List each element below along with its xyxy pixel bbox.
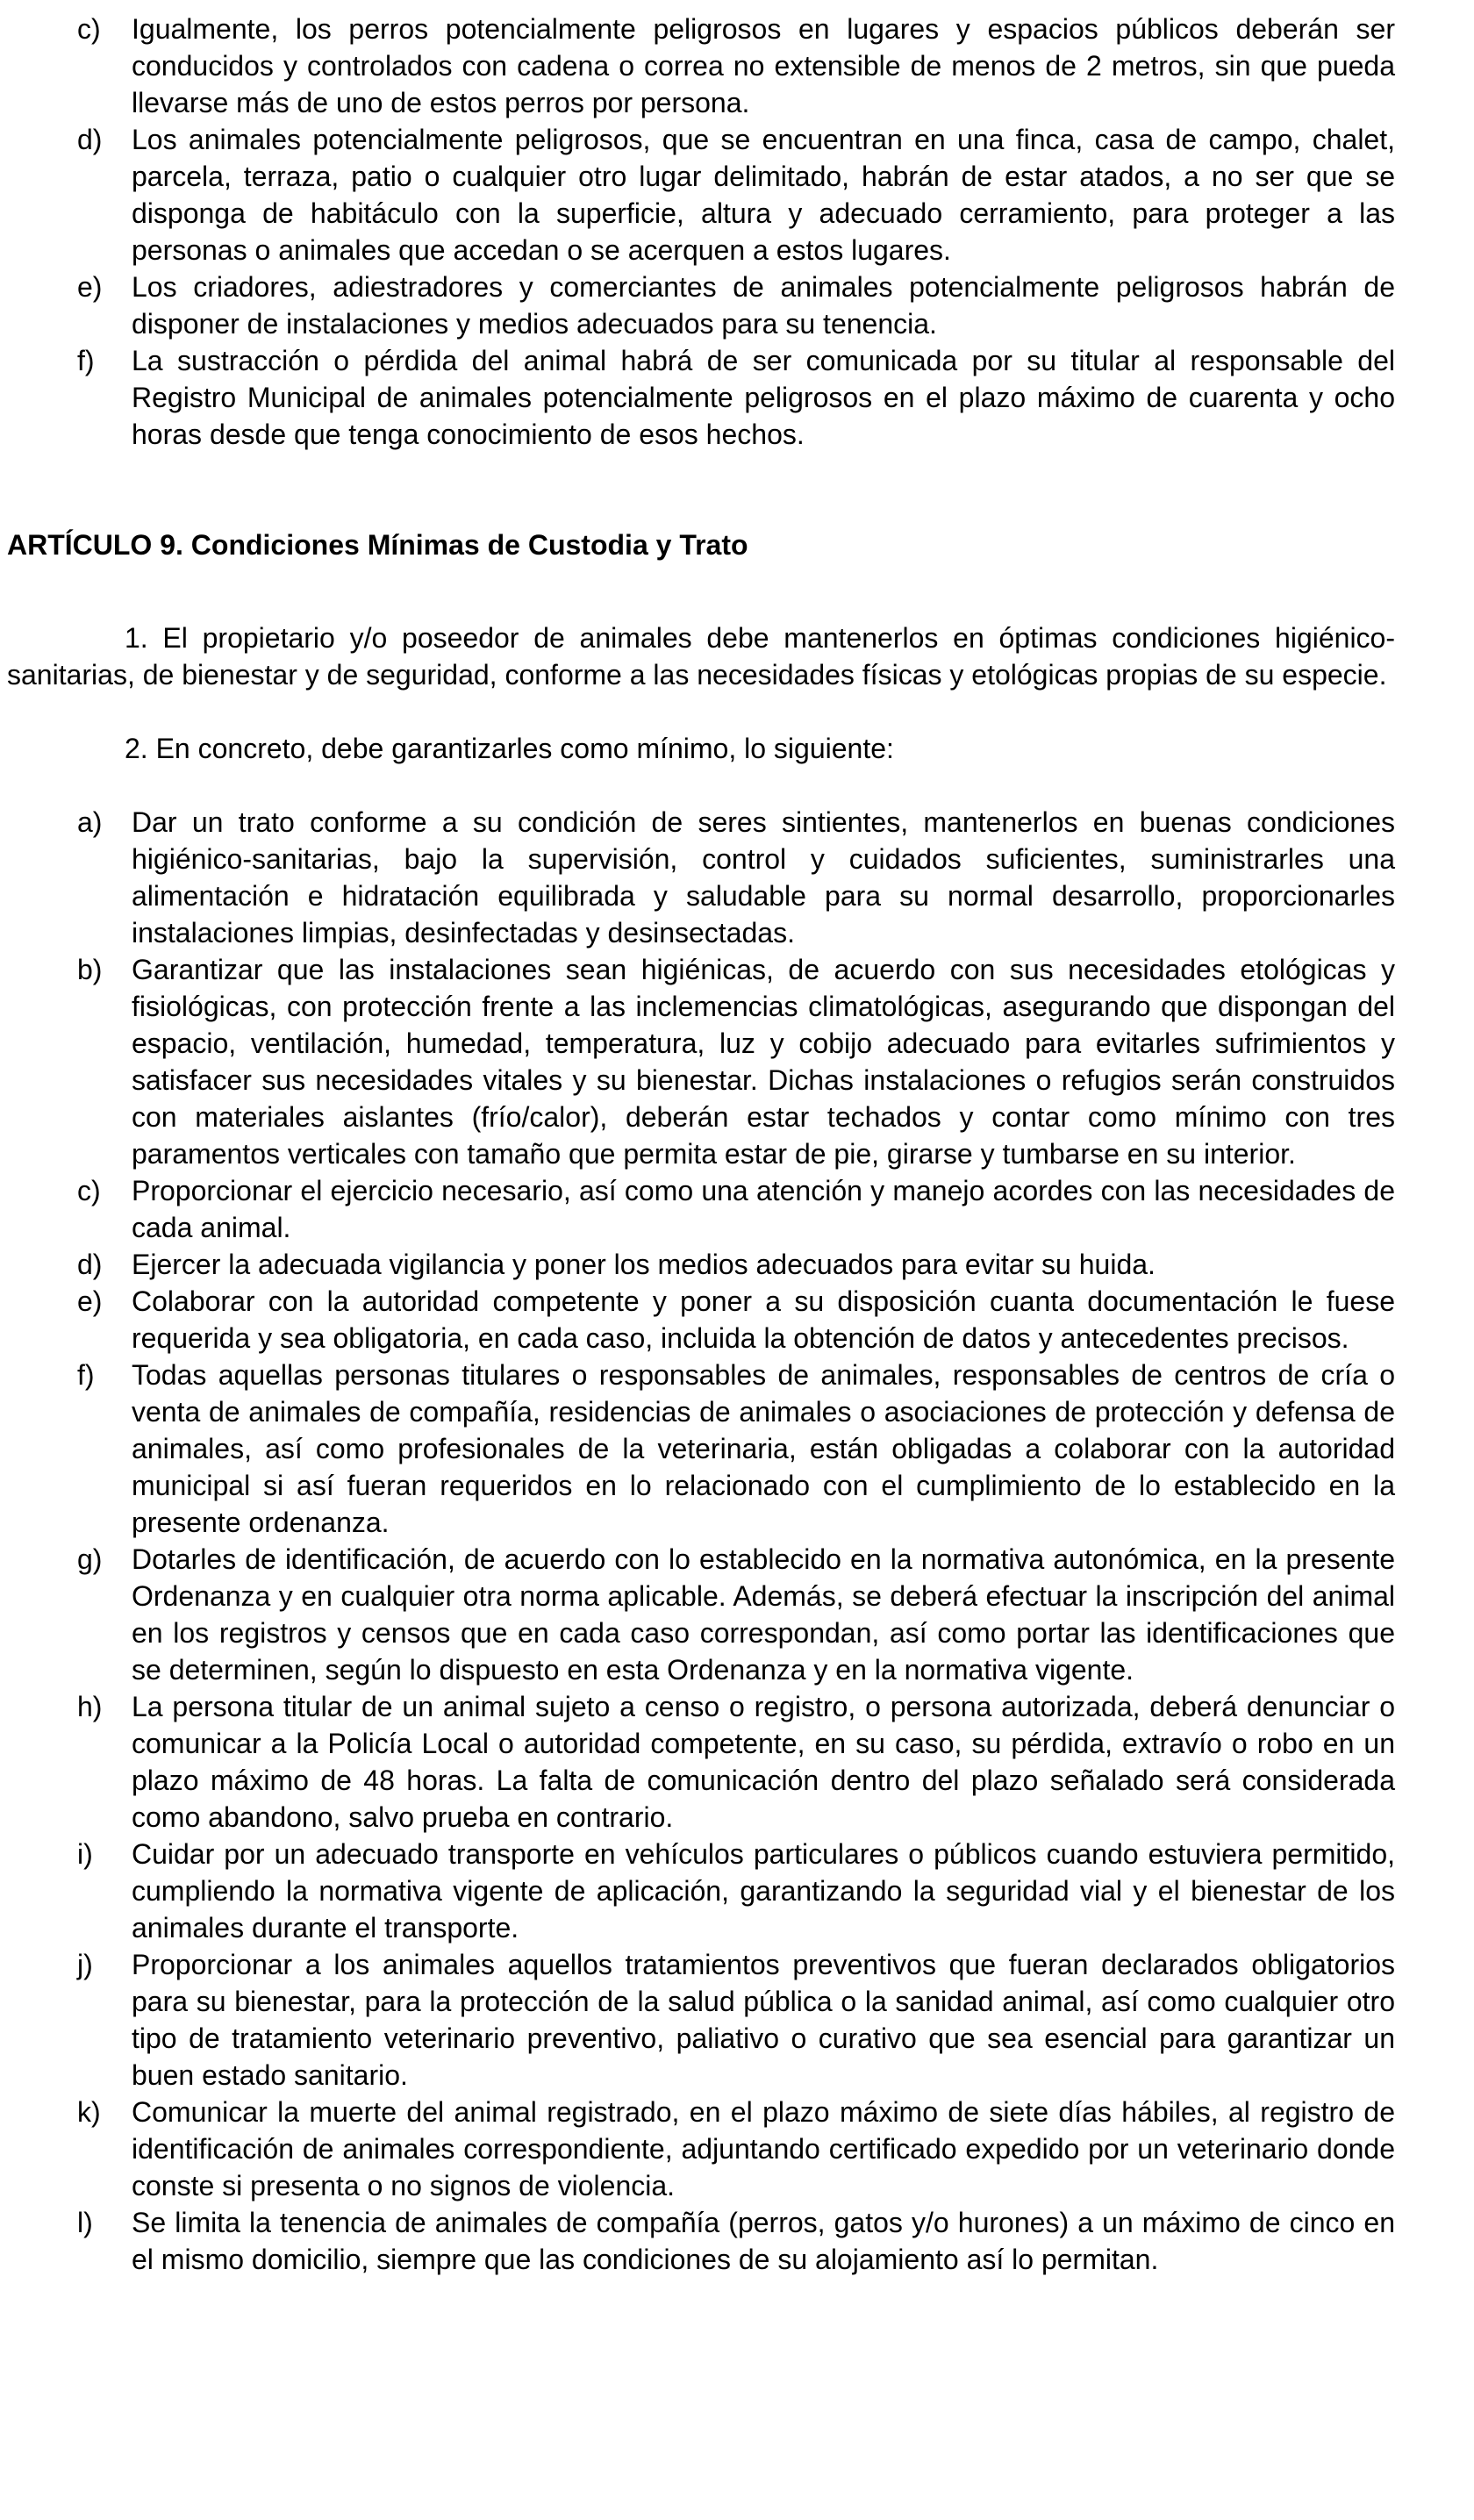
list-item-text: Proporcionar a los animales aquellos tratamientos preventivos que fueran declarados obligatorios para su bienestar, para la protección de la salud pública o la sanidad animal, así como cualquier otro tipo de tratamiento veterinario preventivo, paliativo o curativo que sea esencial para garantizar un buen estado sanitario. — [132, 1949, 1395, 2091]
list-item-text: Proporcionar el ejercicio necesario, así como una atención y manejo acordes con las necesidades de cada animal. — [132, 1175, 1395, 1243]
list-item-letter: a) — [77, 806, 103, 838]
list-item — [7, 342, 1395, 453]
list-item — [7, 1172, 1395, 1246]
upper-lettered-list — [7, 11, 1395, 453]
list-item — [7, 1246, 1395, 1283]
list-item-text: Se limita la tenencia de animales de compañía (perros, gatos y/o hurones) a un máximo de cinco en el mismo domicilio, siempre que las condiciones de su alojamiento así lo permitan. — [132, 2207, 1395, 2275]
list-item-letter: l) — [77, 2207, 93, 2238]
list-item-letter: f) — [77, 345, 95, 376]
list-item — [7, 2204, 1395, 2278]
list-item-text: Los criadores, adiestradores y comerciantes de animales potencialmente peligrosos habrán de disponer de instalaciones y medios adecuados para su tenencia. — [132, 271, 1395, 340]
article-9-lettered-list — [7, 804, 1395, 2278]
list-item-letter: k) — [77, 2096, 101, 2128]
list-item — [7, 268, 1395, 342]
list-item-letter: g) — [77, 1543, 103, 1575]
list-item — [7, 1946, 1395, 2094]
list-item-letter: d) — [77, 1249, 103, 1280]
list-item — [7, 804, 1395, 951]
article-9-heading: ARTÍCULO 9. Condiciones Mínimas de Custodia y Trato — [7, 529, 748, 561]
list-item-letter: j) — [77, 1949, 93, 1980]
list-item-text: Dotarles de identificación, de acuerdo con lo establecido en la normativa autonómica, en la presente Ordenanza y en cualquier otra norma aplicable. Además, se deberá efectuar la inscripción del animal en los registros y censos que en cada caso correspondan, así como portar las identificaciones que se determinen, según lo dispuesto en esta Ordenanza y en la normativa vigente. — [132, 1543, 1395, 1686]
list-item-text: La persona titular de un animal sujeto a censo o registro, o persona autorizada, deberá denunciar o comunicar a la Policía Local o autoridad competente, en su caso, su pérdida, extravío o robo en un plazo máximo de 48 horas. La falta de comunicación dentro del plazo señalado será considerada como abandono, salvo prueba en contrario. — [132, 1691, 1395, 1833]
article-9-paragraph-2: 2. En concreto, debe garantizarles como mínimo, lo siguiente: — [125, 733, 894, 764]
list-item-text: Todas aquellas personas titulares o responsables de animales, responsables de centros de cría o venta de animales de compañía, residencias de animales o asociaciones de protección y defensa de animales, así como profesionales de la veterinaria, están obligadas a colaborar con la autoridad municipal si así fueran requeridos en lo relacionado con el cumplimiento de lo establecido en la presente ordenanza. — [132, 1359, 1395, 1538]
list-item-text: Igualmente, los perros potencialmente peligrosos en lugares y espacios públicos deberán ser conducidos y controlados con cadena o correa no extensible de menos de 2 metros, sin que pueda llevarse más de uno de estos perros por persona. — [132, 13, 1395, 118]
list-item — [7, 1541, 1395, 1688]
list-item-letter: d) — [77, 124, 103, 155]
list-item-letter: c) — [77, 1175, 101, 1206]
list-item — [7, 1283, 1395, 1357]
list-item-letter: h) — [77, 1691, 103, 1722]
list-item — [7, 2094, 1395, 2204]
list-item-letter: c) — [77, 13, 101, 45]
list-item — [7, 951, 1395, 1172]
list-item-text: Colaborar con la autoridad competente y poner a su disposición cuanta documentación le fuese requerida y sea obligatoria, en cada caso, incluida la obtención de datos y antecedentes precisos. — [132, 1285, 1395, 1354]
list-item-text: Ejercer la adecuada vigilancia y poner los medios adecuados para evitar su huida. — [132, 1249, 1156, 1280]
list-item-letter: b) — [77, 954, 103, 985]
list-item-text: Comunicar la muerte del animal registrado, en el plazo máximo de siete días hábiles, al registro de identificación de animales correspondiente, adjuntando certificado expedido por un veterinario donde conste si presenta o no signos de violencia. — [132, 2096, 1395, 2201]
list-item-text: Cuidar por un adecuado transporte en vehículos particulares o públicos cuando estuviera permitido, cumpliendo la normativa vigente de aplicación, garantizando la seguridad vial y el bienestar de los animales durante el transporte. — [132, 1838, 1395, 1944]
list-item — [7, 11, 1395, 121]
list-item-letter: e) — [77, 1285, 103, 1317]
list-item-letter: f) — [77, 1359, 95, 1391]
list-item-letter: i) — [77, 1838, 93, 1870]
list-item-text: Dar un trato conforme a su condición de seres sintientes, mantenerlos en buenas condiciones higiénico-sanitarias, bajo la supervisión, control y cuidados suficientes, suministrarles una alimentación e hidratación equilibrada y saludable para su normal desarrollo, proporcionarles instalaciones limpias, desinfectadas y desinsectadas. — [132, 806, 1395, 949]
list-item-letter: e) — [77, 271, 103, 303]
list-item-text: Garantizar que las instalaciones sean higiénicas, de acuerdo con sus necesidades etológicas y fisiológicas, con protección frente a las inclemencias climatológicas, asegurando que dispongan del espacio, ventilación, humedad, temperatura, luz y cobijo adecuado para evitarles sufrimientos y satisfacer sus necesidades vitales y su bienestar. Dichas instalaciones o refugios serán construidos con materiales aislantes (frío/calor), deberán estar techados y contar como mínimo con tres paramentos verticales con tamaño que permita estar de pie, girarse y tumbarse en su interior. — [132, 954, 1395, 1170]
article-9-paragraph-1: 1. El propietario y/o poseedor de animales debe mantenerlos en óptimas condiciones higiénico-sanitarias, de bienestar y de seguridad, conforme a las necesidades físicas y etológicas propias de su especie. — [7, 622, 1395, 691]
list-item-text: La sustracción o pérdida del animal habrá de ser comunicada por su titular al responsable del Registro Municipal de animales potencialmente peligrosos en el plazo máximo de cuarenta y ocho horas desde que tenga conocimiento de esos hechos. — [132, 345, 1395, 450]
list-item — [7, 121, 1395, 268]
list-item-text: Los animales potencialmente peligrosos, que se encuentran en una finca, casa de campo, chalet, parcela, terraza, patio o cualquier otro lugar delimitado, habrán de estar atados, a no ser que se disponga de habitáculo con la superficie, altura y adecuado cerramiento, para proteger a las personas o animales que accedan o se acerquen a estos lugares. — [132, 124, 1395, 266]
list-item — [7, 1688, 1395, 1836]
list-item — [7, 1836, 1395, 1946]
list-item — [7, 1357, 1395, 1541]
